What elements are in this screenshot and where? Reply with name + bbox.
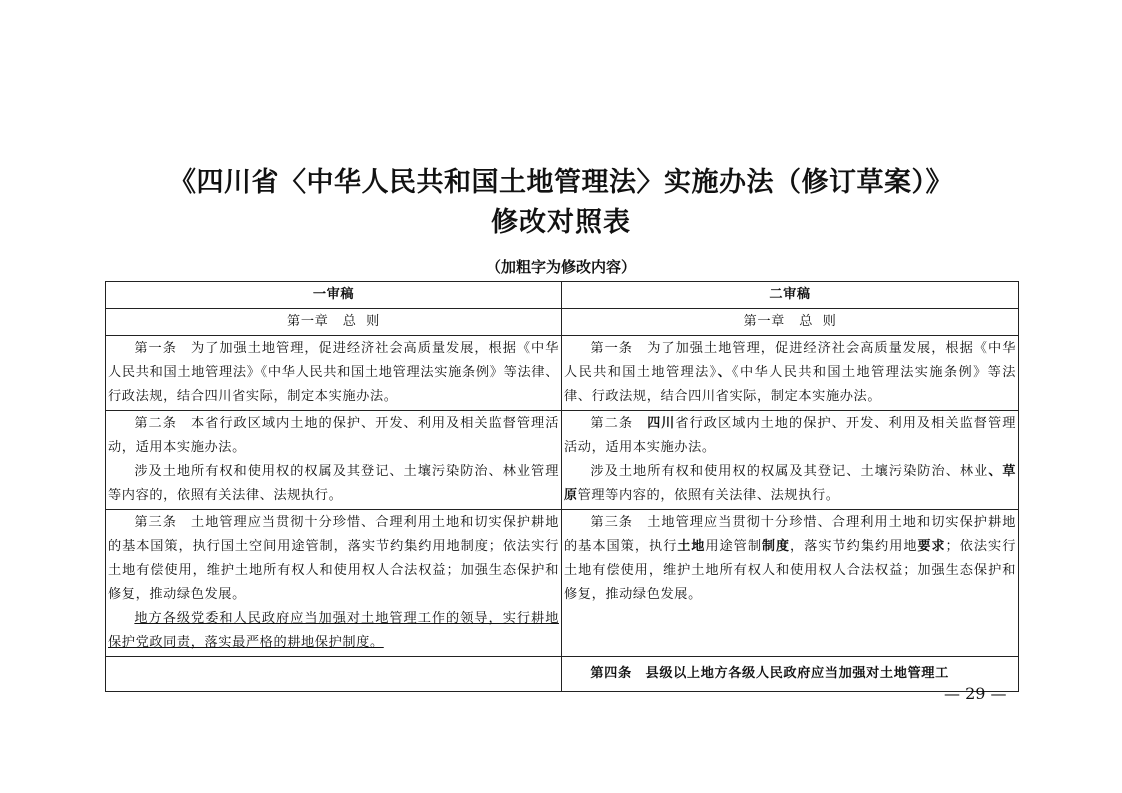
article-2-right [562, 411, 1019, 510]
article-3-left-para2-deleted: 地方各级党委和人民政府应当加强对土地管理工作的领导，实行耕地保护党政同责，落实最严格的耕地保护制度。 [108, 611, 559, 650]
article-2-right-para2: 涉及土地所有权和使用权的权属及其登记、土壤污染防治、林业、草原管理等内容的，依照有关法律、法规执行。 [564, 464, 1016, 503]
bold-change: 要求 [917, 539, 946, 554]
article-2-left-para2: 涉及土地所有权和使用权的权属及其登记、土壤污染防治、林业管理等内容的，依照有关法律、法规执行。 [108, 464, 559, 503]
bold-change: 制度 [762, 539, 790, 554]
article-3-right-text: 第三条 土地管理应当贯彻十分珍惜、合理利用土地和切实保护耕地的基本国策，执行土地用途管制制度，落实节约集约用地要求；依法实行土地有偿使用，维护土地所有权人和使用权人合法权益；加强生态保护和修复，推动绿色发展。 [564, 515, 1016, 602]
article-1-right-text: 第一条 为了加强土地管理，促进经济社会高质量发展，根据《中华人民共和国土地管理法》、《中华人民共和国土地管理法实施条例》等法律、行政法规，结合四川省实际，制定本实施办法。 [564, 341, 1016, 404]
table-row [106, 657, 1019, 692]
chapter-heading-left: 第一章 总 则 [106, 309, 562, 336]
page-number: — 29 — [944, 684, 1007, 703]
bold-change: 、 [717, 365, 733, 380]
article-2-left-text: 第二条 本省行政区域内土地的保护、开发、利用及相关监督管理活动，适用本实施办法。 [108, 416, 559, 455]
chapter-heading-right: 第一章 总 则 [562, 309, 1019, 336]
chapter-row [106, 309, 1019, 336]
article-3-left-text: 第三条 土地管理应当贯彻十分珍惜、合理利用土地和切实保护耕地的基本国策，执行国土空间用途管制，落实节约集约用地制度；依法实行土地有偿使用，维护土地所有权人和使用权人合法权益；加强生态保护和修复，推动绿色发展。 [108, 515, 559, 602]
table-row [106, 411, 1019, 510]
article-1-right [562, 336, 1019, 411]
document-title: 《四川省〈中华人民共和国土地管理法〉实施办法（修订草案）》 [169, 167, 953, 198]
document-subtitle: 修改对照表 [491, 207, 631, 238]
article-3-right [562, 510, 1019, 657]
table-header-row [106, 282, 1019, 309]
bold-change: 、草原 [564, 464, 1016, 503]
article-4-right-text: 第四条 县级以上地方各级人民政府应当加强对土地管理工 [590, 666, 949, 681]
table-row [106, 510, 1019, 657]
article-1-left [106, 336, 562, 411]
column-header-second-draft: 二审稿 [562, 282, 1019, 309]
article-2-left [106, 411, 562, 510]
article-4-left [106, 657, 562, 692]
comparison-table [105, 281, 1019, 692]
bold-note: （加粗字为修改内容） [485, 258, 636, 276]
bold-change: 四川 [647, 416, 676, 431]
article-1-left-text: 第一条 为了加强土地管理，促进经济社会高质量发展，根据《中华人民共和国土地管理法》《中华人民共和国土地管理法实施条例》等法律、行政法规，结合四川省实际，制定本实施办法。 [108, 341, 559, 404]
article-3-left [106, 510, 562, 657]
table-row [106, 336, 1019, 411]
article-2-right-text: 第二条 四川省行政区域内土地的保护、开发、利用及相关监督管理活动，适用本实施办法。 [564, 416, 1016, 455]
bold-change: 土地 [677, 539, 706, 554]
column-header-first-draft: 一审稿 [106, 282, 562, 309]
